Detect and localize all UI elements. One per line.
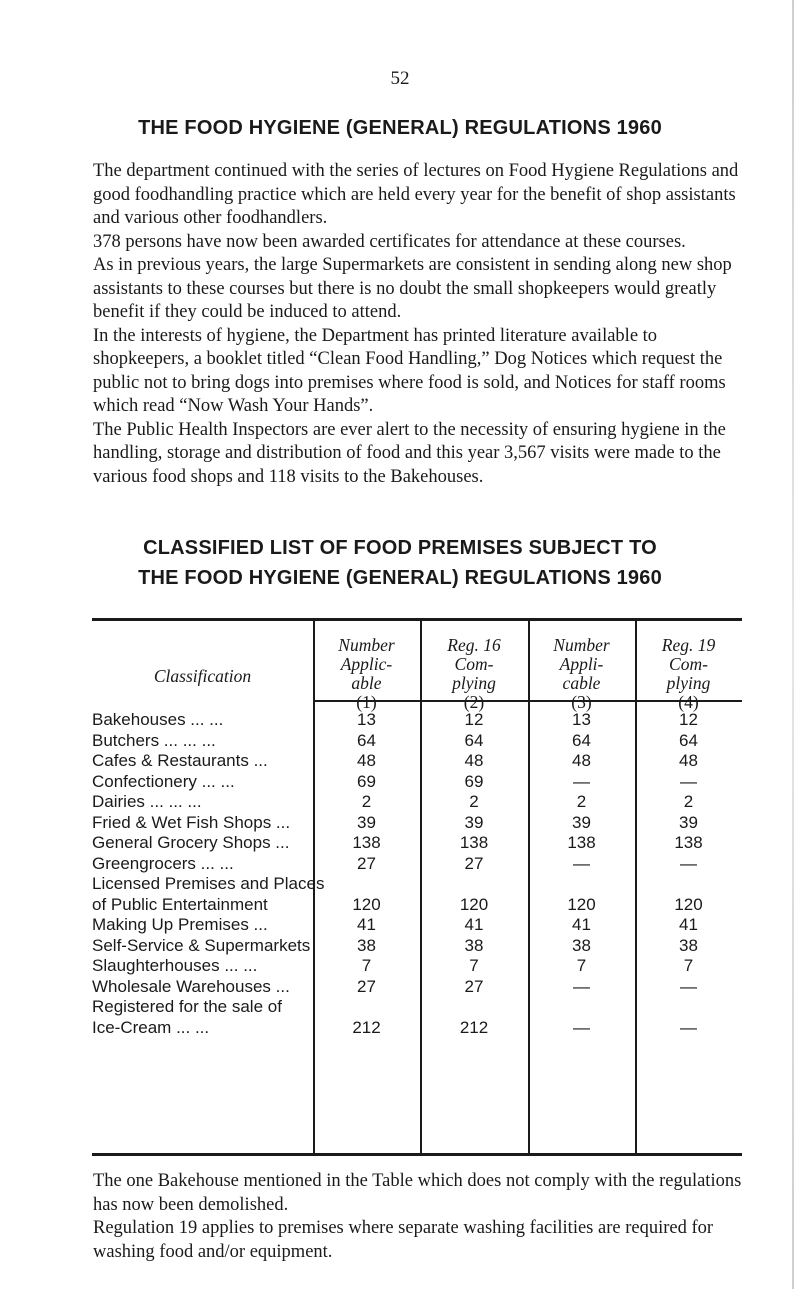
- row-label-line: Confectionery ... ...: [92, 771, 235, 791]
- value-cell: 41: [464, 915, 484, 934]
- value-cell: 212: [459, 1017, 489, 1037]
- value-cell: 2: [361, 792, 372, 811]
- value-cell: 38: [464, 935, 484, 955]
- value-cell: —: [573, 771, 590, 791]
- column-header-4: [635, 636, 742, 712]
- page-edge: [792, 0, 794, 1289]
- table-row: [92, 956, 742, 977]
- table-top-rule: [92, 618, 742, 621]
- row-label-line: of Public Entertainment: [92, 894, 268, 914]
- value-cell: 41: [572, 915, 591, 934]
- value-cell: 41: [679, 915, 698, 934]
- value-cell: —: [573, 976, 590, 996]
- value-cell: 48: [679, 751, 698, 770]
- row-label-line: Wholesale Warehouses ...: [92, 976, 290, 996]
- value-cell: 7: [469, 956, 479, 975]
- value-cell: 12: [679, 710, 698, 729]
- value-cell: 12: [464, 710, 484, 729]
- column-number: (2): [463, 692, 485, 712]
- value-cell: 13: [572, 710, 591, 729]
- table-row: [92, 731, 742, 752]
- value-cell: 2: [469, 792, 479, 811]
- footer-text: [93, 1170, 743, 1264]
- column-header-1: [313, 636, 420, 712]
- value-cell: 38: [679, 935, 698, 955]
- value-cell: 38: [572, 935, 591, 955]
- row-label: [92, 710, 313, 731]
- footer-paragraph: Regulation 19 applies to premises where separate washing facilities are required for washing food and/or equipment.: [93, 1218, 714, 1262]
- page-number: 52: [390, 68, 410, 89]
- intro-paragraph: The department continued with the series of lectures on Food Hygiene Regulations and good foodhandling practice which are held every year for the benefit of shop assistants and various other foodhandlers.: [93, 161, 739, 228]
- value-cell: 48: [572, 751, 591, 770]
- row-label: [92, 854, 313, 875]
- value-cell: 120: [674, 894, 703, 914]
- column-number: (3): [571, 692, 592, 712]
- column-header-line: Number: [338, 635, 395, 655]
- table-heading-line1: CLASSIFIED LIST OF FOOD PREMISES SUBJECT TO: [143, 537, 657, 559]
- value-cell: 39: [679, 812, 698, 832]
- premises-table: [92, 618, 742, 1156]
- value-cell: 7: [361, 956, 372, 975]
- value-cell: 39: [572, 812, 591, 832]
- column-header-line: Applic-: [340, 654, 393, 674]
- value-cell: 48: [357, 751, 376, 770]
- column-number: (1): [356, 692, 377, 712]
- column-header-line: Appli-: [559, 654, 604, 674]
- value-cell: 212: [352, 1017, 381, 1037]
- row-label: [92, 956, 313, 977]
- value-cell: 138: [352, 833, 381, 852]
- row-label-line: Butchers ... ... ...: [92, 730, 216, 750]
- value-cell: —: [573, 1017, 590, 1037]
- column-header-line: plying: [452, 673, 496, 693]
- column-header-3: [528, 636, 635, 712]
- table-row: [92, 833, 742, 854]
- value-cell: —: [680, 976, 697, 996]
- value-cell: 2: [576, 792, 587, 811]
- value-cell: 138: [674, 833, 703, 852]
- intro-paragraph: In the interests of hygiene, the Department has printed literature available to shopkeepers, a booklet titled “Clean Food Handling,” Dog Notices which request the public not to bring dogs into premises where food is sold, and Notices for staff rooms which read “Now Wash Your Hands”.: [93, 325, 726, 416]
- value-cell: 2: [683, 792, 694, 811]
- value-cell: 138: [459, 833, 489, 852]
- row-label: [92, 936, 313, 957]
- row-label: [92, 833, 313, 854]
- value-cell: —: [680, 1017, 697, 1037]
- row-label-line: Making Up Premises ...: [92, 915, 268, 934]
- row-label-line: Greengrocers ... ...: [92, 853, 234, 873]
- row-label-line: Registered for the sale of: [92, 997, 282, 1016]
- value-cell: 27: [464, 853, 484, 873]
- value-cell: 120: [352, 894, 381, 914]
- value-cell: 39: [357, 812, 376, 832]
- row-label-line: Slaughterhouses ... ...: [92, 956, 258, 975]
- column-header-line: plying: [666, 673, 711, 693]
- row-label-line: Dairies ... ... ...: [92, 792, 202, 811]
- value-cell: 64: [464, 730, 484, 750]
- row-label: [92, 813, 313, 834]
- table-row: [92, 792, 742, 813]
- row-label: [92, 751, 313, 772]
- column-header-line: Com-: [454, 654, 494, 674]
- value-cell: 7: [683, 956, 694, 975]
- column-header-line: Com-: [669, 654, 708, 674]
- table-row: [92, 772, 742, 793]
- table-row: [92, 751, 742, 772]
- value-cell: 138: [567, 833, 596, 852]
- row-label-line: Licensed Premises and Places: [92, 874, 325, 893]
- column-header-2: [420, 636, 528, 712]
- value-cell: 64: [357, 730, 376, 750]
- value-cell: 69: [464, 771, 484, 791]
- table-row: [92, 813, 742, 834]
- table-row: [92, 936, 742, 957]
- table-heading-line2: THE FOOD HYGIENE (GENERAL) REGULATIONS 1960: [138, 567, 662, 589]
- value-cell: 41: [357, 915, 376, 934]
- value-cell: 27: [357, 853, 376, 873]
- table-row: [92, 915, 742, 936]
- value-cell: 38: [357, 935, 376, 955]
- intro-paragraph: As in previous years, the large Supermarkets are consistent in sending along new shop assistants to these courses but there is no doubt the small shopkeepers would greatly benefit if they could be induced to attend.: [93, 255, 732, 322]
- intro-text: [93, 160, 743, 489]
- table-row: [92, 874, 742, 915]
- value-cell: 69: [357, 771, 376, 791]
- value-cell: 7: [576, 956, 587, 975]
- value-cell: 64: [679, 730, 698, 750]
- column-header-line: Reg. 19: [661, 635, 716, 655]
- page-heading: THE FOOD HYGIENE (GENERAL) REGULATIONS 1960: [138, 117, 662, 139]
- value-cell: —: [680, 853, 697, 873]
- table-body: [92, 710, 742, 1038]
- row-label-line: General Grocery Shops ...: [92, 833, 290, 852]
- table-row: [92, 977, 742, 998]
- table-row: [92, 997, 742, 1038]
- column-header-line: Number: [553, 635, 610, 655]
- value-cell: 64: [572, 730, 591, 750]
- row-label-line: Fried & Wet Fish Shops ...: [92, 812, 291, 832]
- value-cell: 39: [464, 812, 484, 832]
- row-label-line: Self-Service & Supermarkets: [92, 935, 311, 955]
- classification-header: Classification: [153, 666, 252, 686]
- row-label-line: Bakehouses ... ...: [92, 710, 224, 729]
- value-cell: 13: [357, 710, 376, 729]
- footer-paragraph: The one Bakehouse mentioned in the Table which does not comply with the regulations has now been demolished.: [93, 1171, 742, 1215]
- table-row: [92, 710, 742, 731]
- row-label: [92, 772, 313, 793]
- row-label-line: Ice-Cream ... ...: [92, 1017, 210, 1037]
- column-header-line: Reg. 16: [447, 635, 501, 655]
- column-number: (4): [678, 692, 699, 712]
- column-header-line: cable: [562, 673, 601, 693]
- value-cell: 120: [567, 894, 596, 914]
- row-label: [92, 874, 325, 915]
- column-header-line: able: [351, 673, 382, 693]
- value-cell: —: [680, 771, 697, 791]
- row-label-line: Cafes & Restaurants ...: [92, 751, 268, 770]
- row-label: [92, 731, 313, 752]
- row-label: [92, 915, 313, 936]
- row-label: [92, 792, 313, 813]
- intro-paragraph: The Public Health Inspectors are ever alert to the necessity of ensuring hygiene in the handling, storage and distribution of food and this year 3,567 visits were made to the various food shops and 118 visits to the Bakehouses.: [93, 419, 726, 487]
- value-cell: 27: [464, 976, 484, 996]
- value-cell: 48: [464, 751, 484, 770]
- table-row: [92, 854, 742, 875]
- table-bottom-rule: [92, 1153, 742, 1156]
- intro-paragraph: 378 persons have now been awarded certificates for attendance at these courses.: [93, 231, 686, 252]
- row-label: [92, 997, 313, 1038]
- value-cell: 120: [459, 894, 489, 914]
- row-label: [92, 977, 313, 998]
- value-cell: 27: [357, 976, 376, 996]
- value-cell: —: [573, 853, 590, 873]
